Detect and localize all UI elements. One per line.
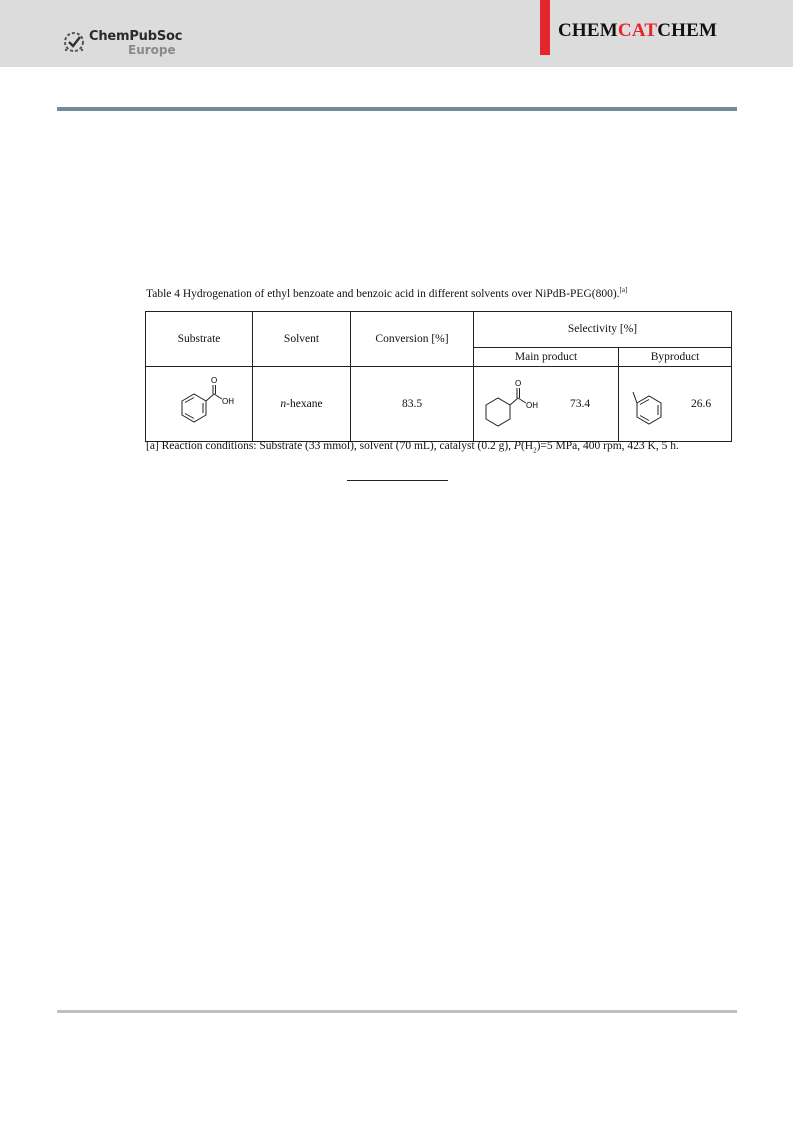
chempubsoc-logo bbox=[62, 27, 212, 61]
journal-title-part3: CHEM bbox=[657, 20, 718, 41]
journal-accent-bar bbox=[540, 0, 550, 55]
footer-divider bbox=[57, 1010, 737, 1013]
byproduct-selectivity: 26.6 bbox=[691, 398, 712, 410]
header-substrate: Substrate bbox=[146, 312, 253, 367]
table-caption-footnote-mark: [a] bbox=[619, 286, 628, 294]
main-product-oh-label: OH bbox=[526, 401, 538, 410]
solvent-prefix: n bbox=[280, 398, 287, 410]
journal-title bbox=[558, 20, 717, 42]
journal-title-part1: CHEM bbox=[558, 20, 618, 41]
substrate-oh-label: OH bbox=[222, 397, 234, 406]
chempubsoc-logo-icon bbox=[62, 30, 86, 54]
cell-conversion: 83.5 bbox=[351, 367, 474, 442]
table-caption-text: Table 4 Hydrogenation of ethyl benzoate and benzoic acid in different solvents over NiPdB-PEG(800). bbox=[146, 287, 620, 300]
footnote-conditions-end: )=5 MPa, 400 rpm, 423 K, 5 h. bbox=[536, 440, 679, 452]
benzoic-acid-structure bbox=[168, 375, 238, 431]
header-selectivity: Selectivity [%] bbox=[474, 312, 732, 348]
table-row bbox=[146, 367, 732, 442]
cell-main-product bbox=[474, 367, 619, 442]
journal-title-part2: CAT bbox=[617, 20, 658, 41]
main-product-selectivity: 73.4 bbox=[570, 398, 591, 410]
svg-text:O: O bbox=[515, 379, 522, 388]
header-byproduct: Byproduct bbox=[619, 347, 732, 366]
page-header bbox=[0, 0, 793, 67]
cell-solvent bbox=[253, 367, 351, 442]
svg-text:O: O bbox=[211, 376, 218, 385]
footnote-subscript: 2 bbox=[533, 446, 537, 455]
table-footnote bbox=[146, 440, 679, 454]
cell-byproduct bbox=[619, 367, 732, 442]
header-conversion: Conversion [%] bbox=[351, 312, 474, 367]
toluene-structure bbox=[629, 375, 669, 435]
solvent-name: -hexane bbox=[286, 398, 323, 410]
footnote-h: (H bbox=[520, 440, 534, 452]
end-of-section-rule bbox=[347, 480, 448, 481]
cyclohexanecarboxylic-acid-structure bbox=[478, 375, 554, 435]
header-divider bbox=[57, 107, 737, 111]
results-table bbox=[145, 311, 732, 442]
cell-substrate bbox=[146, 367, 253, 442]
header-solvent: Solvent bbox=[253, 312, 351, 367]
table-caption bbox=[146, 286, 627, 300]
logo-text-chempubsoc: ChemPubSoc bbox=[89, 29, 183, 44]
logo-text-europe: Europe bbox=[128, 43, 176, 57]
footnote-pressure-symbol: P bbox=[513, 440, 521, 452]
footnote-conditions: [a] Reaction conditions: Substrate (33 mmol), solvent (70 mL), catalyst (0.2 g), bbox=[146, 440, 514, 452]
header-main-product: Main product bbox=[474, 347, 619, 366]
